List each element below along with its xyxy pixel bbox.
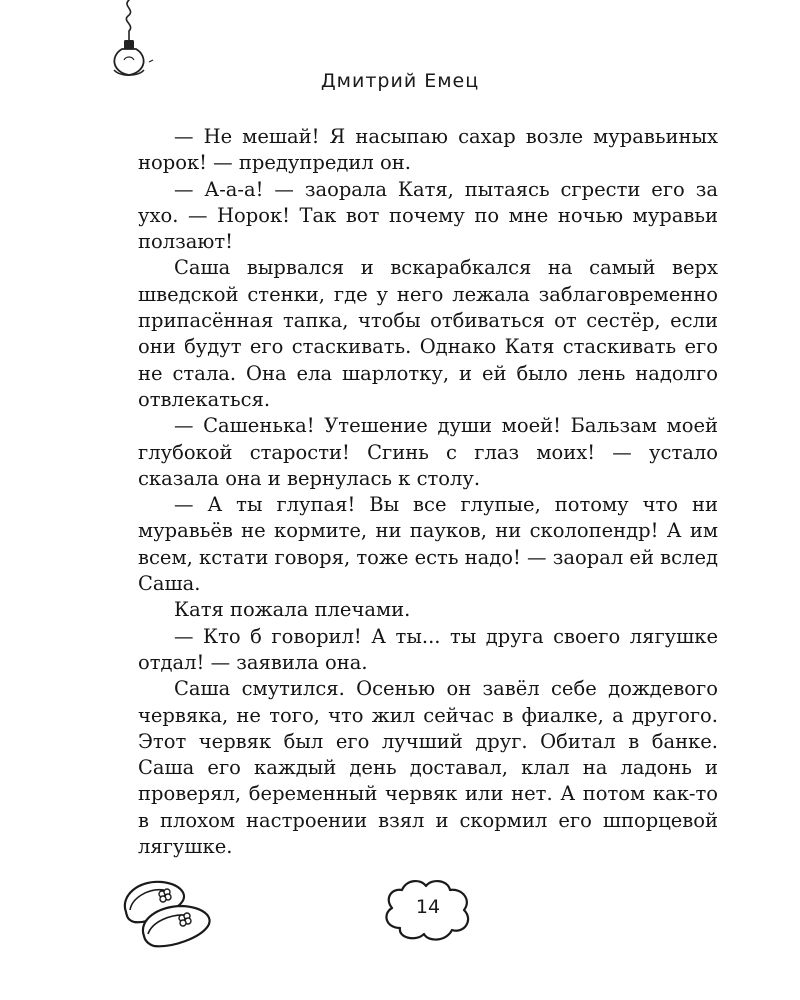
paragraph: — Сашенька! Утешение души моей! Бальзам моей глубокой старости! Сгинь с глаз моих! — устало сказала она и вернулась к столу. xyxy=(138,414,718,490)
paragraph: Саша вырвался и вскарабкался на самый верх шведской стенки, где у него лежала заблаговременно припасённая тапка, чтобы отбиваться от сестёр, если они будут его стаскивать. Однако Катя стаскивать его не стала. Она ела шарлотку, и ей было лень надолго отвлекаться. xyxy=(138,256,718,411)
page-number: 14 xyxy=(415,896,441,918)
running-header-author: Дмитрий Емец xyxy=(320,70,480,92)
page-number-badge xyxy=(380,876,476,944)
paragraph: — А-а-а! — заорала Катя, пытаясь сгрести его за ухо. — Норок! Так вот почему по мне ночью муравьи ползают! xyxy=(138,177,718,254)
paragraph: Катя пожала плечами. xyxy=(174,598,411,622)
paragraph: — Не мешай! Я насыпаю сахар возле муравьиных норок! — предупредил он. xyxy=(138,125,718,175)
slippers-icon xyxy=(118,872,226,954)
paragraph: Саша смутился. Осенью он завёл себе дождевого червяка, не того, что жил сейчас в фиалке, а другого. Этот червяк был его лучший друг. Обитал в банке. Саша его каждый день доставал, клал на ладонь и проверял, беременный червяк или нет. А потом как-то в плохом настроении взял и скормил его шпорцевой лягушке. xyxy=(138,677,718,859)
paragraph: — А ты глупая! Вы все глупые, потому что ни муравьёв не кормите, ни пауков, ни сколопендр! А им всем, кстати говоря, тоже есть надо! — заорал ей вслед Саша. xyxy=(138,493,719,596)
paragraph: — Кто б говорил! А ты... ты друга своего лягушке отдал! — заявила она. xyxy=(138,624,718,674)
body-text xyxy=(138,124,718,860)
